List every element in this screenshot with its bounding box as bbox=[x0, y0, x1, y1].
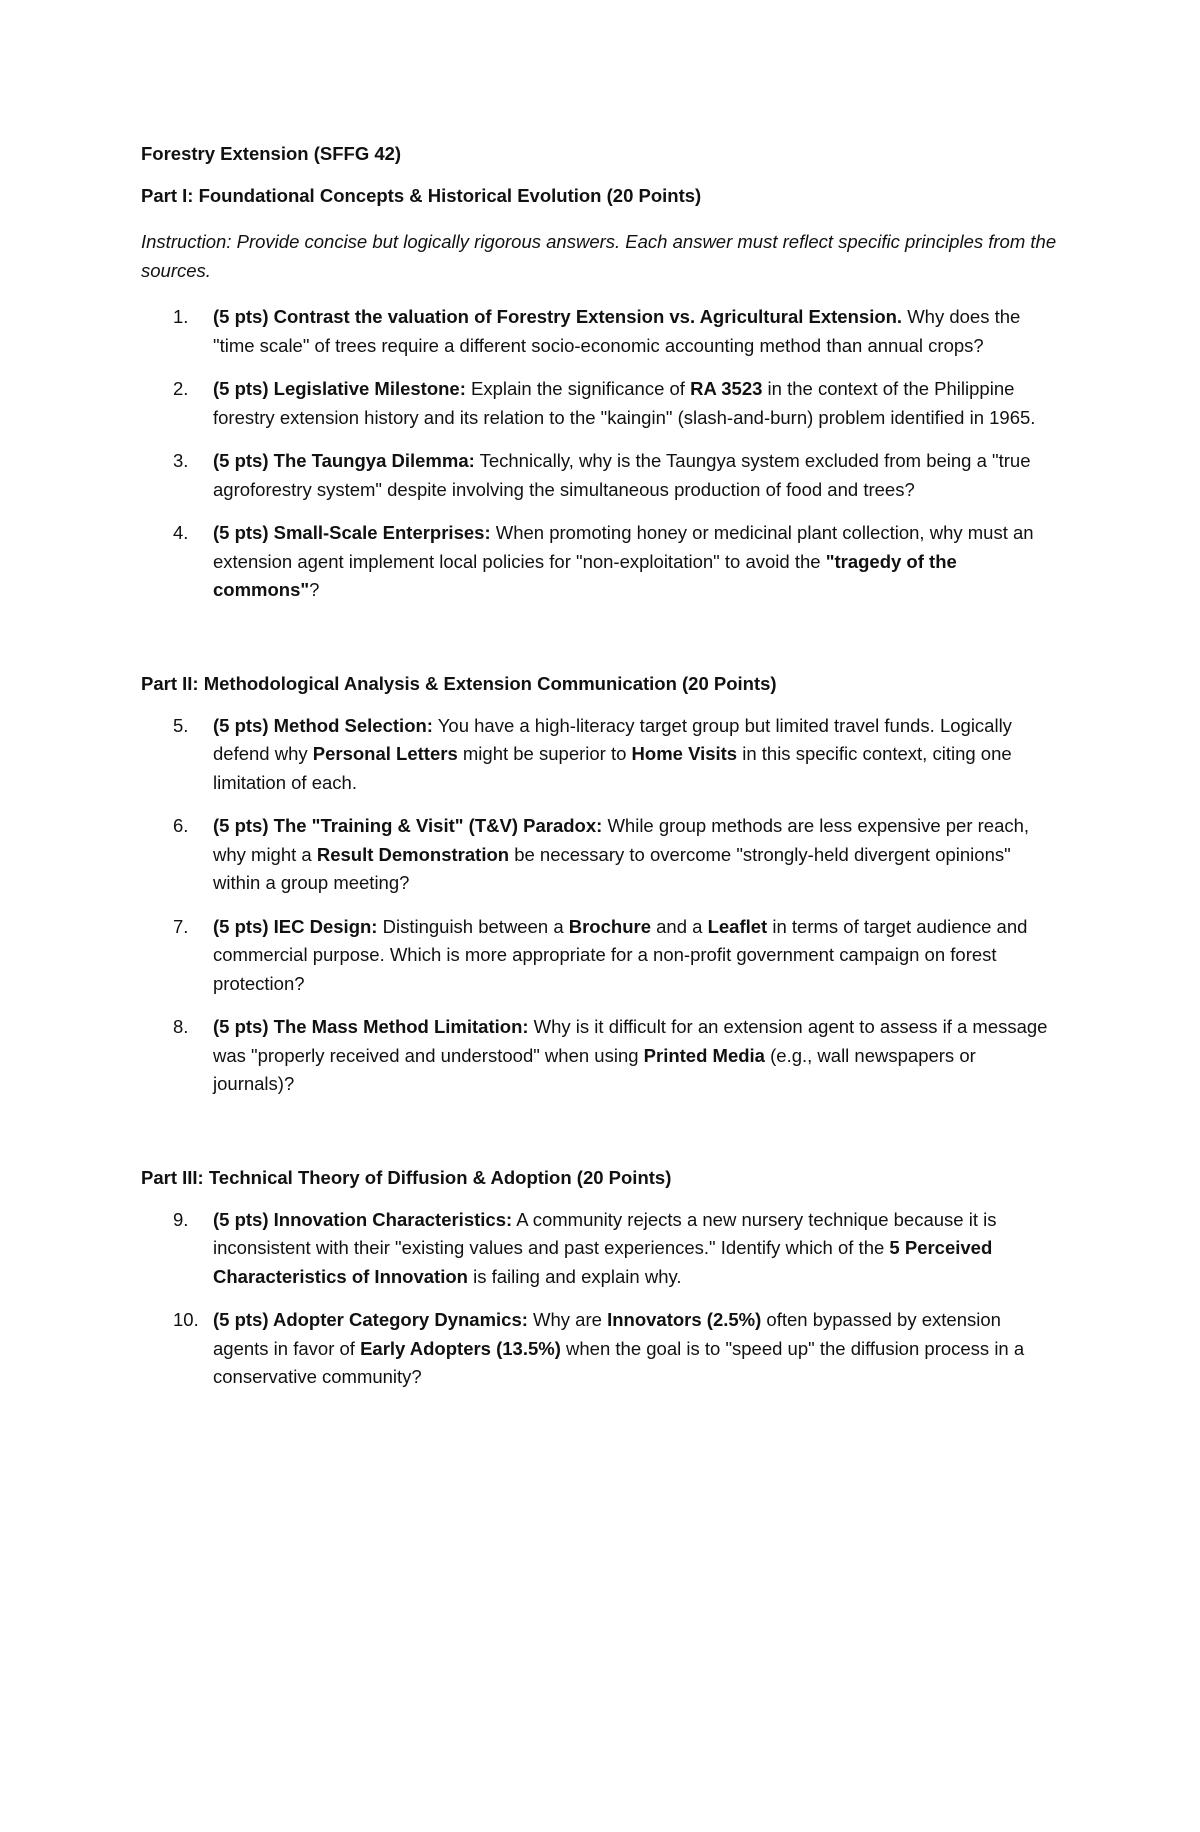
part-1-instruction: Instruction: Provide concise but logically rigorous answers. Each answer must reflect specific principles from the sources. bbox=[141, 231, 1057, 281]
question-text: Distinguish between a bbox=[377, 915, 569, 937]
question-item bbox=[141, 1013, 1061, 1099]
question-number: 1. bbox=[173, 306, 189, 327]
question-text: Why are bbox=[527, 1309, 608, 1330]
question-item bbox=[141, 812, 1061, 898]
question-emphasis: (5 pts) Method Selection: bbox=[213, 714, 433, 736]
question-emphasis: Home Visits bbox=[631, 743, 738, 764]
question-number: 10. bbox=[173, 1309, 199, 1330]
question-emphasis: Printed Media bbox=[643, 1044, 765, 1066]
question-emphasis: Brochure bbox=[568, 915, 651, 937]
section-spacer bbox=[141, 1114, 1061, 1164]
question-text: Why does the "time scale" of trees require a different socio-economic accounting method than annual crops? bbox=[213, 306, 1021, 356]
question-text: ? bbox=[309, 579, 320, 600]
document-title: Forestry Extension (SFFG 42) bbox=[141, 143, 402, 164]
question-emphasis: Leaflet bbox=[707, 915, 768, 937]
question-text: (e.g., wall newspapers or journals)? bbox=[213, 1044, 976, 1094]
question-emphasis: (5 pts) The "Training & Visit" (T&V) Paradox: bbox=[213, 815, 603, 836]
question-emphasis: Personal Letters bbox=[312, 743, 458, 764]
part-1-heading: Part I: Foundational Concepts & Historical Evolution (20 Points) bbox=[141, 185, 702, 206]
question-text: in terms of target audience and commercial purpose. Which is more appropriate for a non-profit government campaign on forest protection? bbox=[213, 915, 1028, 994]
question-emphasis: (5 pts) The Mass Method Limitation: bbox=[213, 1016, 529, 1037]
question-item bbox=[141, 375, 1061, 432]
question-emphasis: Result Demonstration bbox=[316, 843, 510, 865]
question-text: when the goal is to "speed up" the diffusion process in a conservative community? bbox=[213, 1337, 1025, 1387]
question-number: 5. bbox=[173, 714, 189, 736]
question-number: 8. bbox=[173, 1016, 189, 1037]
question-emphasis: Innovators (2.5%) bbox=[607, 1309, 762, 1330]
part-3-question-list bbox=[141, 1206, 1061, 1392]
question-number: 7. bbox=[173, 915, 189, 937]
part-1-question-list bbox=[141, 303, 1061, 605]
question-text: Why is it difficult for an extension agent to assess if a message was "properly received and understood" when using bbox=[213, 1016, 1048, 1066]
section-spacer bbox=[141, 620, 1061, 670]
question-number: 9. bbox=[173, 1208, 189, 1230]
question-text: You have a high-literacy target group but limited travel funds. Logically defend why bbox=[213, 714, 1012, 764]
question-emphasis: "tragedy of the commons" bbox=[213, 550, 957, 600]
question-item bbox=[141, 303, 1061, 360]
question-item bbox=[141, 1306, 1061, 1392]
question-number: 4. bbox=[173, 522, 189, 543]
question-emphasis: (5 pts) Small-Scale Enterprises: bbox=[213, 522, 491, 543]
question-item bbox=[141, 519, 1061, 605]
question-number: 6. bbox=[173, 815, 189, 836]
question-item bbox=[141, 913, 1061, 999]
question-emphasis: (5 pts) Legislative Milestone: bbox=[213, 378, 466, 399]
question-text: is failing and explain why. bbox=[467, 1265, 682, 1287]
question-emphasis: (5 pts) IEC Design: bbox=[213, 915, 378, 937]
question-text: While group methods are less expensive per reach, why might a bbox=[213, 815, 1030, 865]
question-text: A community rejects a new nursery technique because it is inconsistent with their "existing values and past experiences." Identify which of the bbox=[213, 1208, 997, 1258]
question-item bbox=[141, 447, 1061, 504]
question-text: in this specific context, citing one limitation of each. bbox=[213, 743, 1012, 793]
question-text: Explain the significance of bbox=[465, 378, 691, 399]
question-item bbox=[141, 1206, 1061, 1292]
question-text: might be superior to bbox=[457, 743, 632, 764]
question-emphasis: (5 pts) Adopter Category Dynamics: bbox=[213, 1309, 528, 1330]
question-number: 2. bbox=[173, 378, 189, 399]
question-item bbox=[141, 712, 1061, 798]
question-text: Technically, why is the Taungya system excluded from being a "true agroforestry system" despite involving the simultaneous production of food and trees? bbox=[213, 450, 1031, 500]
question-emphasis: RA 3523 bbox=[690, 378, 763, 399]
question-emphasis: (5 pts) Contrast the valuation of Forestry Extension vs. Agricultural Extension. bbox=[213, 306, 903, 327]
question-text: be necessary to overcome "strongly-held divergent opinions" within a group meeting? bbox=[213, 843, 1011, 893]
question-text: When promoting honey or medicinal plant collection, why must an extension agent implement local policies for "non-exploitation" to avoid the bbox=[213, 522, 1034, 572]
question-text: in the context of the Philippine forestry extension history and its relation to the "kaingin" (slash-and-burn) problem identified in 1965. bbox=[213, 378, 1036, 428]
document-page bbox=[141, 140, 1061, 1407]
question-number: 3. bbox=[173, 450, 189, 471]
question-text: often bypassed by extension agents in favor of bbox=[213, 1309, 1001, 1359]
part-3-heading: Part III: Technical Theory of Diffusion & Adoption (20 Points) bbox=[141, 1166, 672, 1188]
part-2-heading: Part II: Methodological Analysis & Extension Communication (20 Points) bbox=[141, 672, 777, 694]
question-emphasis: (5 pts) Innovation Characteristics: bbox=[213, 1208, 513, 1230]
question-emphasis: Early Adopters (13.5%) bbox=[360, 1337, 561, 1359]
part-2-question-list bbox=[141, 712, 1061, 1099]
question-emphasis: 5 Perceived Characteristics of Innovation bbox=[213, 1237, 993, 1287]
question-emphasis: (5 pts) The Taungya Dilemma: bbox=[213, 450, 475, 471]
question-text: and a bbox=[651, 915, 708, 937]
